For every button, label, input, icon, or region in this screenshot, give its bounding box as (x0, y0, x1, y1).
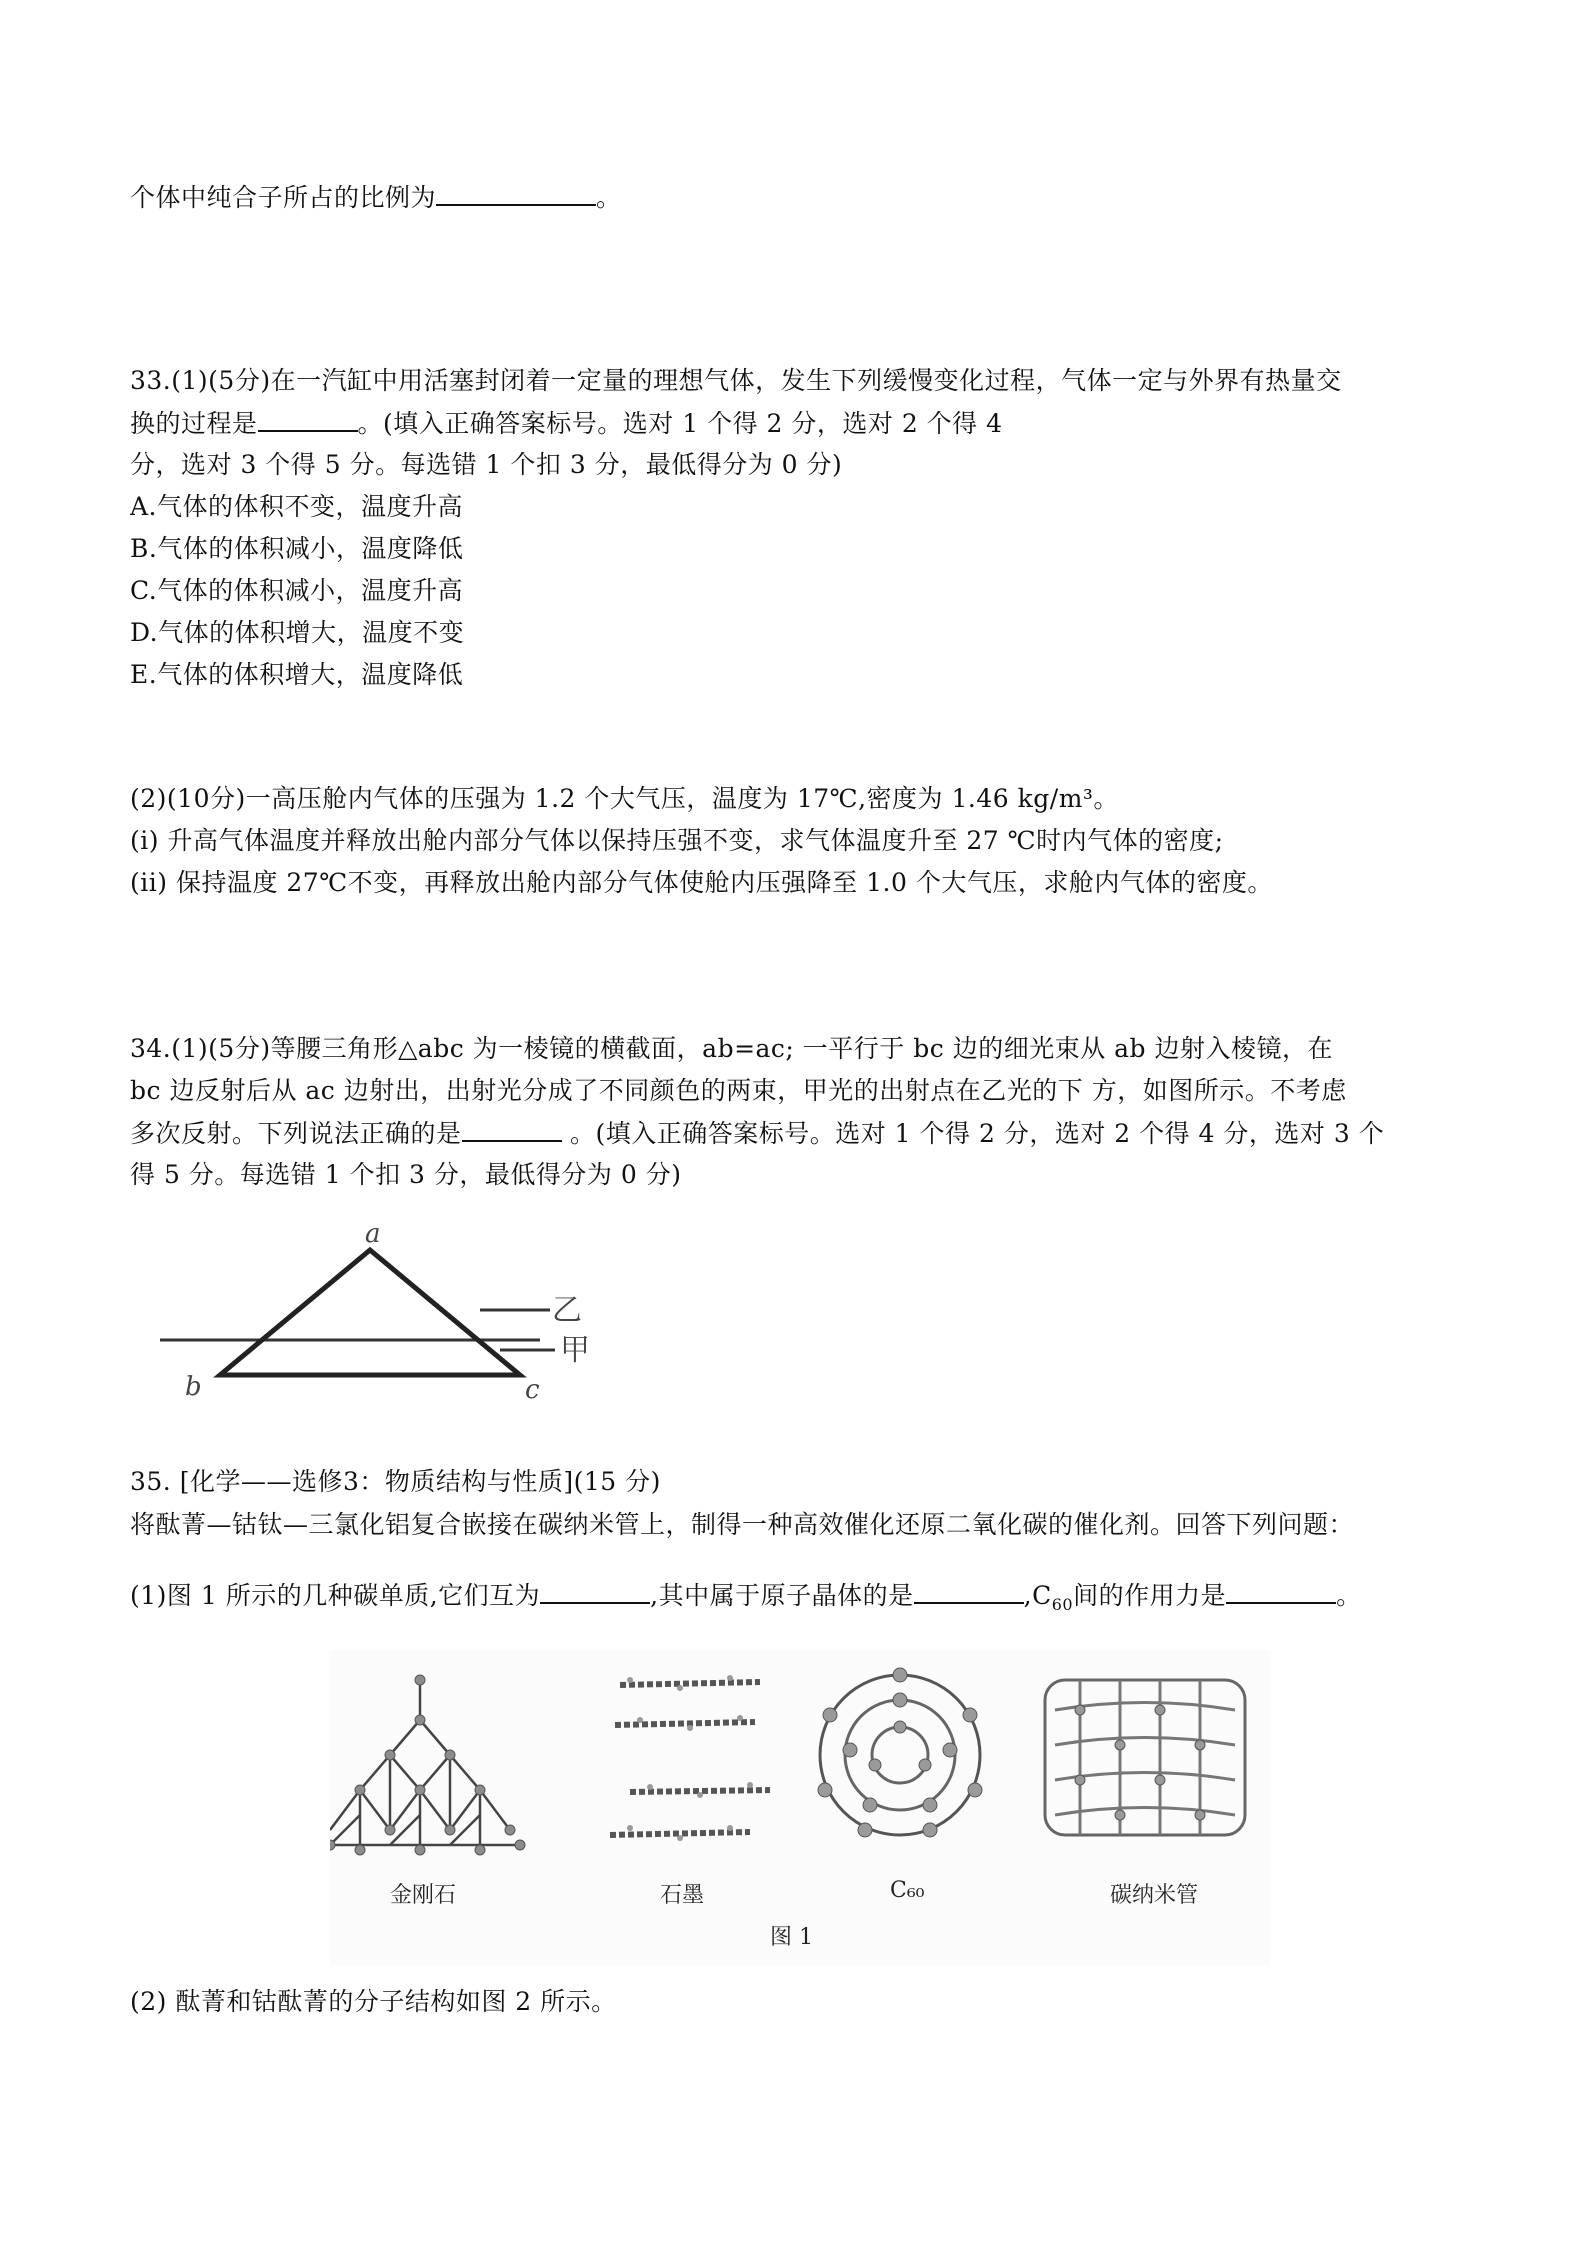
q35-sub1 (130, 1578, 1362, 1622)
prism-figure (160, 1210, 630, 1400)
q33-part2-line-1: (2)(10分)一高压舱内气体的压强为 1.2 个大气压，温度为 17℃,密度为 1.46 kg/m³。 (130, 784, 1119, 813)
answer-blank[interactable] (258, 406, 358, 432)
label-b: b (185, 1372, 202, 1400)
q33-option-c: C.气体的体积减小，温度升高 (130, 576, 464, 605)
q33-line-1: 33.(1)(5分)在一汽缸中用活塞封闭着一定量的理想气体，发生下列缓慢变化过程，气体一定与外界有热量交 (130, 366, 1342, 395)
label-c: c (525, 1375, 540, 1400)
label-c60: C₆₀ (890, 1878, 925, 1903)
q33-option-d: D.气体的体积增大，温度不变 (130, 618, 465, 647)
diamond-structure (330, 1675, 525, 1855)
label-graphite: 石墨 (660, 1883, 705, 1908)
q35-sub1e: 。 (1336, 1581, 1362, 1610)
figure-1-caption: 图 1 (770, 1925, 813, 1950)
q34-line-3 (130, 1116, 1384, 1151)
graphite-structure (610, 1675, 770, 1841)
q33-part2-line-3: (ii) 保持温度 27℃不变，再释放出舱内部分气体使舱内压强降至 1.0 个大气压，求舱内气体的密度。 (130, 868, 1273, 897)
q33-option-b: B.气体的体积减小，温度降低 (130, 534, 464, 563)
q33-line-3: 分，选对 3 个得 5 分。每选错 1 个扣 3 分，最低得分为 0 分) (130, 450, 843, 479)
q35-sub1a: (1)图 1 所示的几种碳单质,它们互为 (130, 1581, 541, 1610)
q32-tail-line (130, 180, 622, 215)
q35-sub1d: 间的作用力是 (1073, 1581, 1227, 1610)
answer-blank[interactable] (540, 1578, 650, 1604)
q33-option-a: A.气体的体积不变，温度升高 (130, 492, 464, 521)
q35-header: 35. [化学——选修3：物质结构与性质](15 分) (130, 1467, 661, 1496)
q35-sub1-subscript: 60 (1051, 1595, 1074, 1614)
answer-blank[interactable] (436, 180, 596, 206)
q34-line-4: 得 5 分。每选错 1 个扣 3 分，最低得分为 0 分) (130, 1160, 682, 1189)
label-jia: 甲 (560, 1333, 590, 1368)
q33-line-2b: 。(填入正确答案标号。选对 1 个得 2 分，选对 2 个得 4 (357, 409, 1003, 438)
nanotube-structure (1045, 1680, 1245, 1835)
q34-line-3b: 。(填入正确答案标号。选对 1 个得 2 分，选对 2 个得 4 分，选对 3 个 (561, 1119, 1385, 1148)
q35-sub1b: ,其中属于原子晶体的是 (650, 1581, 914, 1610)
answer-blank[interactable] (1226, 1578, 1336, 1604)
answer-blank[interactable] (914, 1578, 1024, 1604)
q33-line-2 (130, 406, 1003, 441)
label-a: a (365, 1219, 381, 1249)
label-yi: 乙 (552, 1293, 582, 1328)
c60-structure (818, 1668, 982, 1837)
answer-blank[interactable] (462, 1116, 562, 1142)
prism-triangle (220, 1250, 520, 1375)
q33-option-e: E.气体的体积增大，温度降低 (130, 660, 464, 689)
q33-line-2a: 换的过程是 (130, 409, 258, 438)
q34-line-3a: 多次反射。下列说法正确的是 (130, 1119, 462, 1148)
q34-line-1: 34.(1)(5分)等腰三角形△abc 为一棱镜的横截面，ab=ac; 一平行于 bc 边的细光束从 ab 边射入棱镜，在 (130, 1034, 1334, 1063)
q32-tail-text: 个体中纯合子所占的比例为 (130, 183, 437, 212)
q32-end: 。 (596, 183, 622, 212)
figure-1 (330, 1650, 1270, 1965)
q35-sub2: (2) 酞菁和钴酞菁的分子结构如图 2 所示。 (130, 1987, 617, 2016)
q35-sub1c: ,C (1023, 1581, 1052, 1610)
q33-part2-line-2: (i) 升高气体温度并释放出舱内部分气体以保持压强不变，求气体温度升至 27 ℃时内气体的密度; (130, 826, 1224, 855)
label-diamond: 金刚石 (390, 1883, 457, 1908)
q35-intro: 将酞菁—钴钛—三氯化铝复合嵌接在碳纳米管上，制得一种高效催化还原二氧化碳的催化剂。回答下列问题： (130, 1510, 1355, 1539)
carbon-allotropes-graphic (330, 1650, 1270, 1965)
label-nanotube: 碳纳米管 (1110, 1883, 1199, 1908)
q34-line-2: bc 边反射后从 ac 边射出，出射光分成了不同颜色的两束，甲光的出射点在乙光的下 方，如图所示。不考虑 (130, 1076, 1347, 1105)
